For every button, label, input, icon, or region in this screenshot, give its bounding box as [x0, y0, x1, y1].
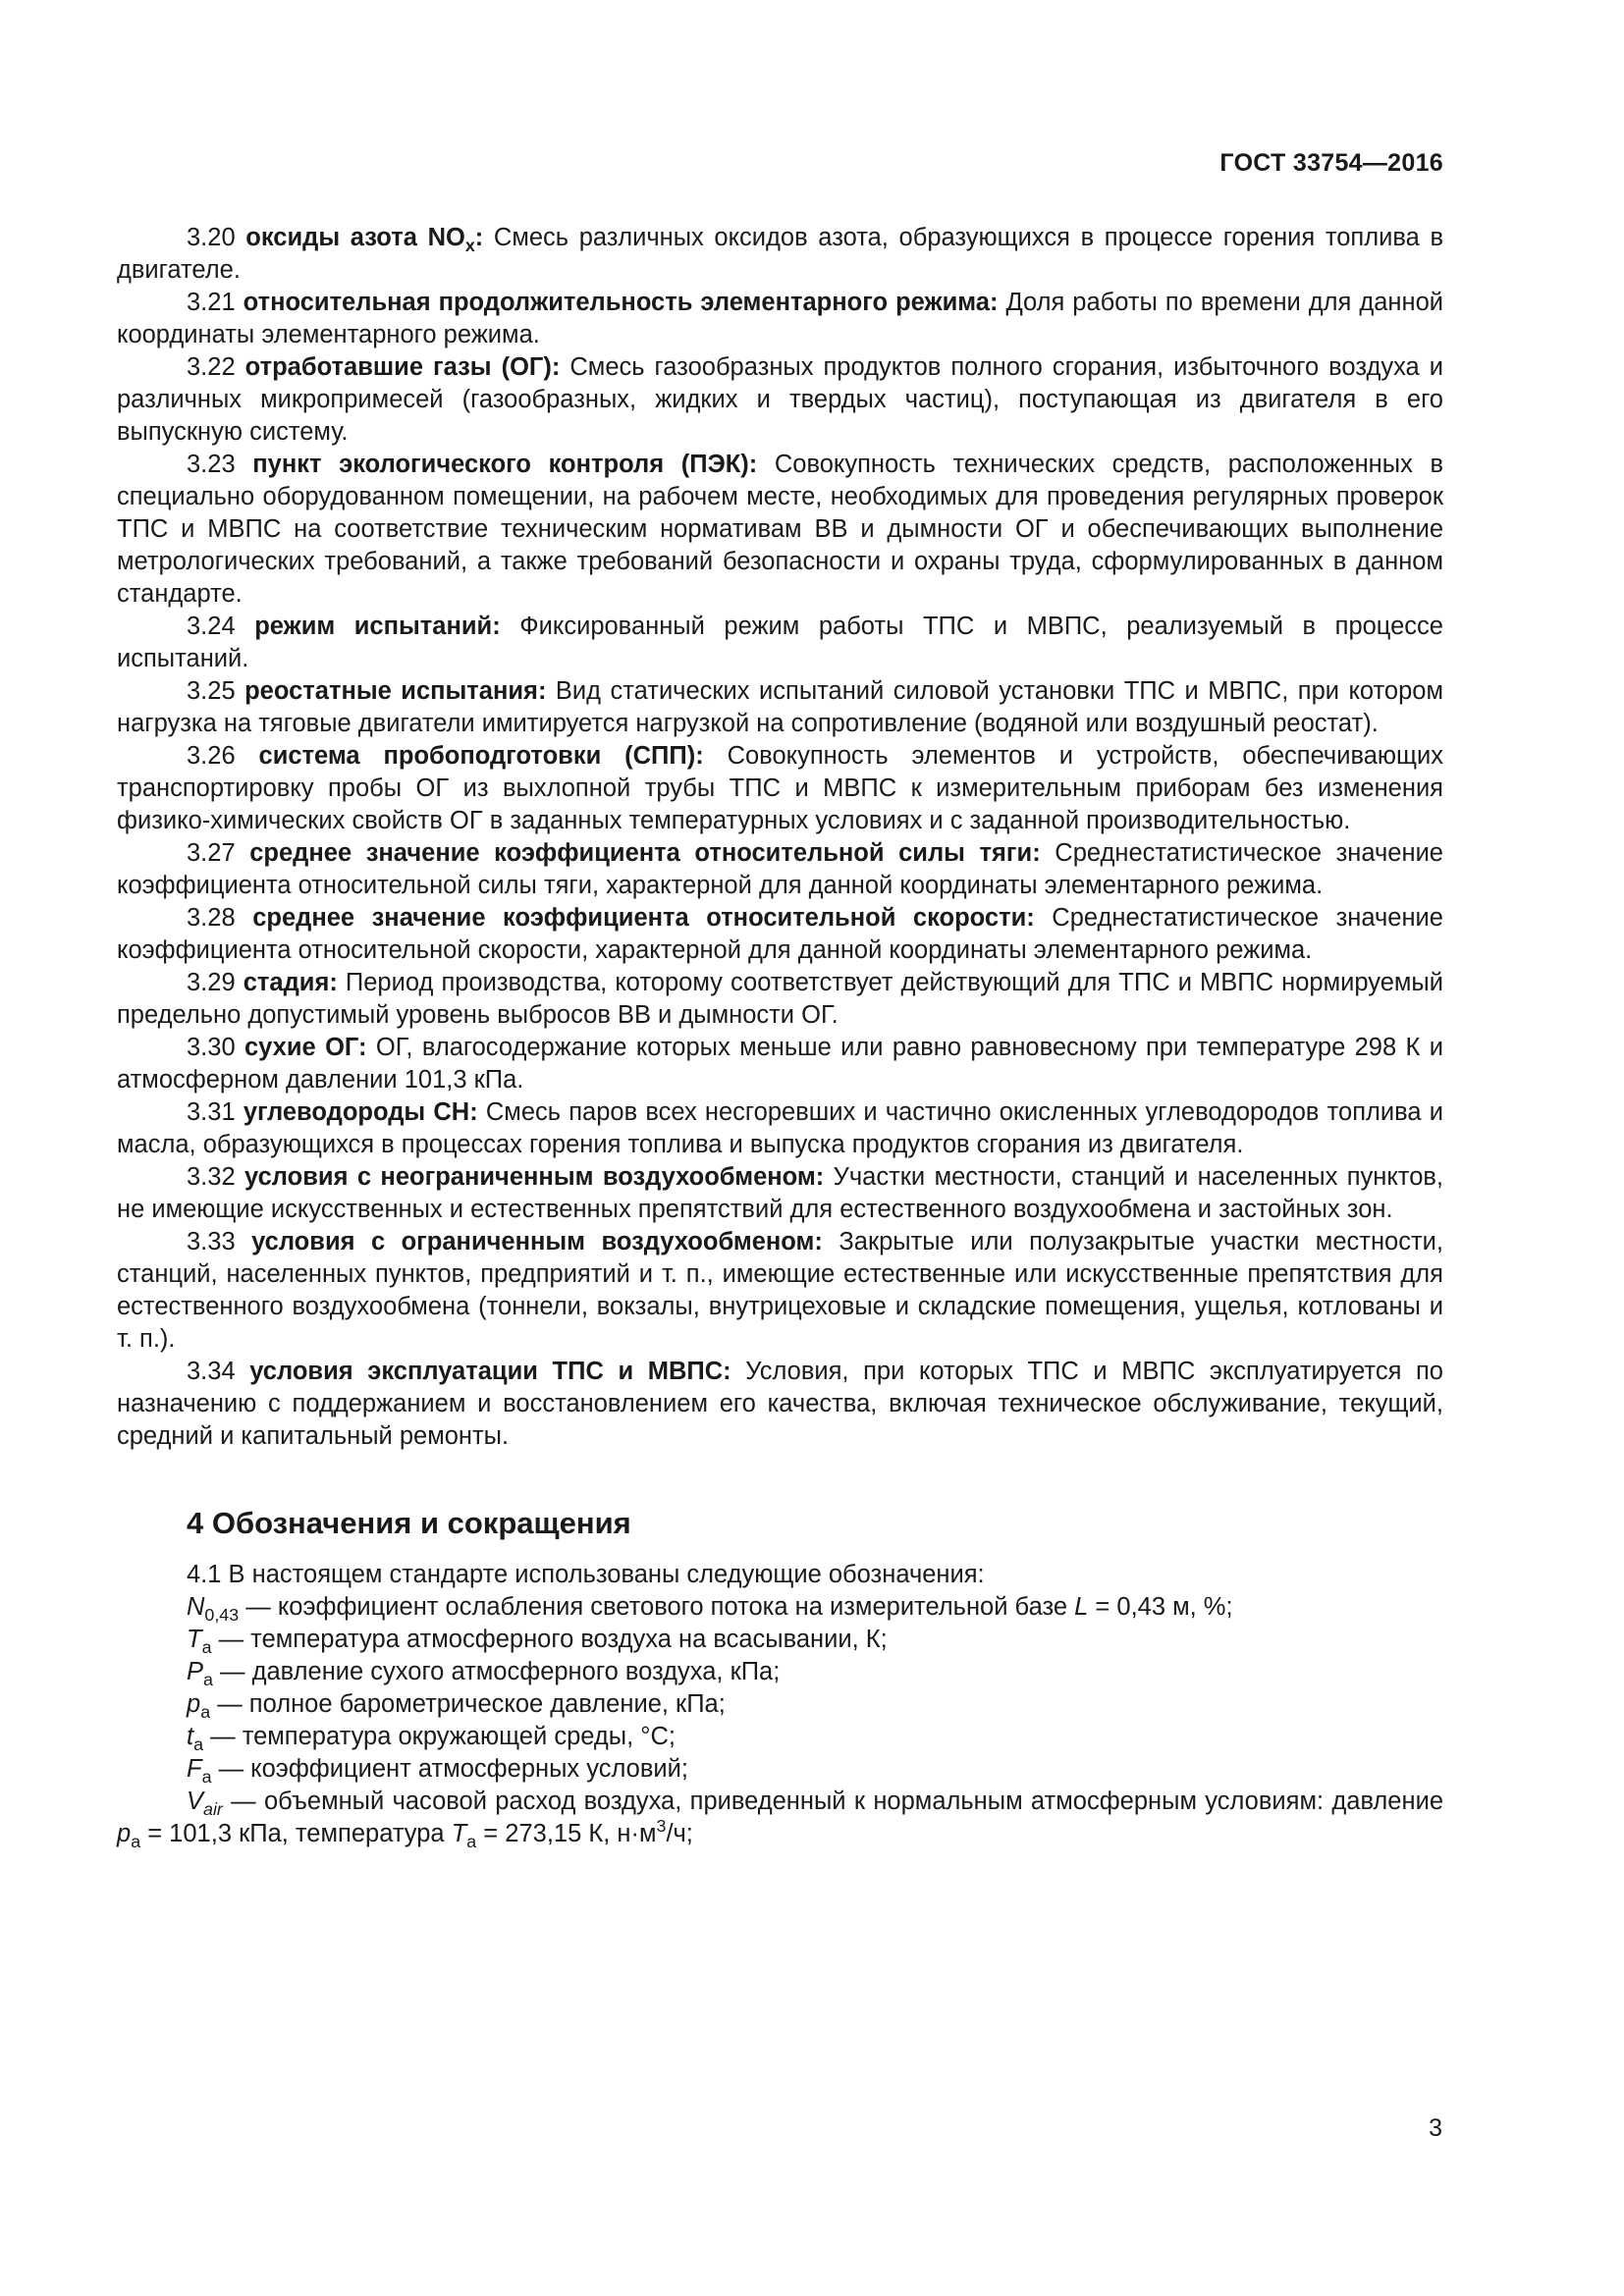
- definition-term: условия с ограниченным воздухообменом:: [251, 1228, 823, 1255]
- definition-term: оксиды азота $NO_x$:: [245, 224, 484, 256]
- definition-text: Совокупность технических средств, расположенных в специально оборудованном помещении, на рабочем месте, необходимых для проведения регулярных проверок ТПС и МВПС на соответствие техническим нормативам ВВ и дымности ОГ и обеспечивающих выполнение метрологических требований, а также требований безопасности и охраны труда, сформулированных в данном стандарте.: [117, 451, 1443, 608]
- definition-term: реостатные испытания:: [244, 677, 547, 705]
- definition-term: пункт экологического контроля (ПЭК):: [252, 451, 758, 478]
- definition-term: условия эксплуатации ТПС и МВПС:: [249, 1358, 731, 1385]
- definition-number: 3.32: [187, 1163, 236, 1191]
- symbol-item: $T_a$ — температура атмосферного воздуха на всасывании, К;: [187, 1626, 888, 1658]
- definition-item: [117, 1356, 1443, 1453]
- definition-number: 3.24: [187, 613, 236, 640]
- definition-text: Совокупность элементов и устройств, обеспечивающих транспортировку пробы ОГ из выхлопной трубы ТПС и МВПС к измерительным приборам без изменения физико-химических свойств ОГ в заданных температурных условиях и с заданной производительностью.: [117, 742, 1443, 834]
- definition-number: 3.20: [187, 224, 236, 251]
- definition-text: Среднестатистическое значение коэффициента относительной скорости, характерной для данной координаты элементарного режима.: [117, 904, 1443, 964]
- definition-term: относительная продолжительность элементарного режима:: [243, 289, 999, 316]
- symbol-item-vair: $V_{air}$ — объемный часовой расход воздуха, приведенный к нормальным атмосферным условиям: давление $p_a = 101,3$ кПа, температура $T_a = 273,15$ К, $н\cdot м^3/ч$;: [117, 1788, 1443, 1852]
- symbol-item: $F_a$ — коэффициент атмосферных условий;: [187, 1755, 688, 1788]
- definition-number: 3.29: [187, 969, 236, 996]
- definition-term: стадия:: [243, 969, 338, 996]
- definition-item: [117, 1161, 1443, 1226]
- definition-term: углеводороды СН:: [243, 1098, 478, 1126]
- definition-item: [117, 611, 1443, 675]
- definition-text: Период производства, которому соответствует действующий для ТПС и МВПС нормируемый предельно допустимый уровень выбросов ВВ и дымности ОГ.: [117, 969, 1443, 1029]
- definition-number: 3.30: [187, 1034, 236, 1061]
- definition-text: Условия, при которых ТПС и МВПС эксплуатируется по назначению с поддержанием и восстановлением его качества, включая техническое обслуживание, текущий, средний и капитальный ремонты.: [117, 1358, 1443, 1450]
- definition-number: 3.34: [187, 1358, 236, 1385]
- definition-number: 3.28: [187, 904, 236, 932]
- page-content: [117, 222, 1443, 1850]
- definition-number: 3.26: [187, 742, 236, 770]
- definition-term: отработавшие газы (ОГ):: [244, 353, 561, 381]
- definition-text: Смесь газообразных продуктов полного сгорания, избыточного воздуха и различных микропримесей (газообразных, жидких и твердых частиц), поступающая из двигателя в его выпускную систему.: [117, 353, 1443, 446]
- definition-text: Доля работы по времени для данной координаты элементарного режима.: [117, 289, 1443, 348]
- definition-item: [117, 351, 1443, 449]
- definition-term: среднее значение коэффициента относительной скорости:: [252, 904, 1035, 932]
- definition-text: Участки местности, станций и населенных пунктов, не имеющие искусственных и естественных препятствий для естественного воздухообмена и застойных зон.: [117, 1163, 1444, 1223]
- symbol-item: $t_a$ — температура окружающей среды, °С;: [187, 1723, 676, 1755]
- section-intro: 4.1 В настоящем стандарте использованы следующие обозначения:: [187, 1561, 985, 1588]
- definition-number: 3.21: [187, 289, 236, 316]
- definition-number: 3.23: [187, 451, 236, 478]
- definition-number: 3.31: [187, 1098, 236, 1126]
- definition-term: режим испытаний:: [254, 613, 501, 640]
- definitions-list: [117, 222, 1443, 1453]
- symbols-list: [117, 1591, 1443, 1786]
- document-code: ГОСТ 33754—2016: [1219, 149, 1443, 177]
- definition-item: [117, 287, 1443, 351]
- definition-term: сухие ОГ:: [244, 1034, 367, 1061]
- page-number: 3: [1429, 2114, 1442, 2142]
- symbol-item: $p_a$ — полное барометрическое давление, кПа;: [187, 1690, 726, 1723]
- definition-number: 3.22: [187, 353, 236, 381]
- definition-term: система пробоподготовки (СПП):: [258, 742, 704, 770]
- symbol-item: $P_a$ — давление сухого атмосферного воздуха, кПа;: [187, 1658, 781, 1690]
- definition-item: [117, 449, 1443, 611]
- definition-number: 3.27: [187, 839, 236, 867]
- section-heading: 4 Обозначения и сокращения: [187, 1506, 631, 1540]
- definition-text: Смесь паров всех несгоревших и частично окисленных углеводородов топлива и масла, образующихся в процессах горения топлива и выпуска продуктов сгорания из двигателя.: [117, 1098, 1444, 1158]
- definition-text: Фиксированный режим работы ТПС и МВПС, реализуемый в процессе испытаний.: [117, 613, 1443, 672]
- symbol-item: $N_{0,43}$ — коэффициент ослабления светового потока на измерительной базе L = 0,43 м, %;: [187, 1593, 1233, 1626]
- definition-text: Среднестатистическое значение коэффициента относительной силы тяги, характерной для данной координаты элементарного режима.: [117, 839, 1443, 899]
- definition-item: [117, 967, 1443, 1032]
- definition-item: [117, 902, 1443, 967]
- definition-text: Закрытые или полузакрытые участки местности, станций, населенных пунктов, предприятий и т. п., имеющие естественные или искусственные препятствия для естественного воздухообмена (тоннели, вокзалы, внутрицеховые и складские помещения, ущелья, котлованы и т. п.).: [117, 1228, 1443, 1353]
- definition-text: Вид статических испытаний силовой установки ТПС и МВПС, при котором нагрузка на тяговые двигатели имитируется нагрузкой на сопротивление (водяной или воздушный реостат).: [117, 677, 1443, 737]
- definition-term: среднее значение коэффициента относительной силы тяги:: [249, 839, 1041, 867]
- definition-item: [117, 837, 1443, 902]
- definition-item: [117, 222, 1443, 287]
- definition-item: [117, 740, 1443, 837]
- definition-item: [117, 1032, 1443, 1096]
- definition-term: условия с неограниченным воздухообменом:: [244, 1163, 825, 1191]
- definition-number: 3.25: [187, 677, 236, 705]
- definition-item: [117, 1096, 1443, 1161]
- definition-text: Смесь различных оксидов азота, образующихся в процессе горения топлива в двигателе.: [117, 224, 1443, 284]
- definition-number: 3.33: [187, 1228, 236, 1255]
- definition-item: [117, 675, 1443, 740]
- definition-item: [117, 1226, 1443, 1356]
- definition-text: ОГ, влагосодержание которых меньше или равно равновесному при температуре 298 К и атмосферном давлении 101,3 кПа.: [117, 1034, 1443, 1094]
